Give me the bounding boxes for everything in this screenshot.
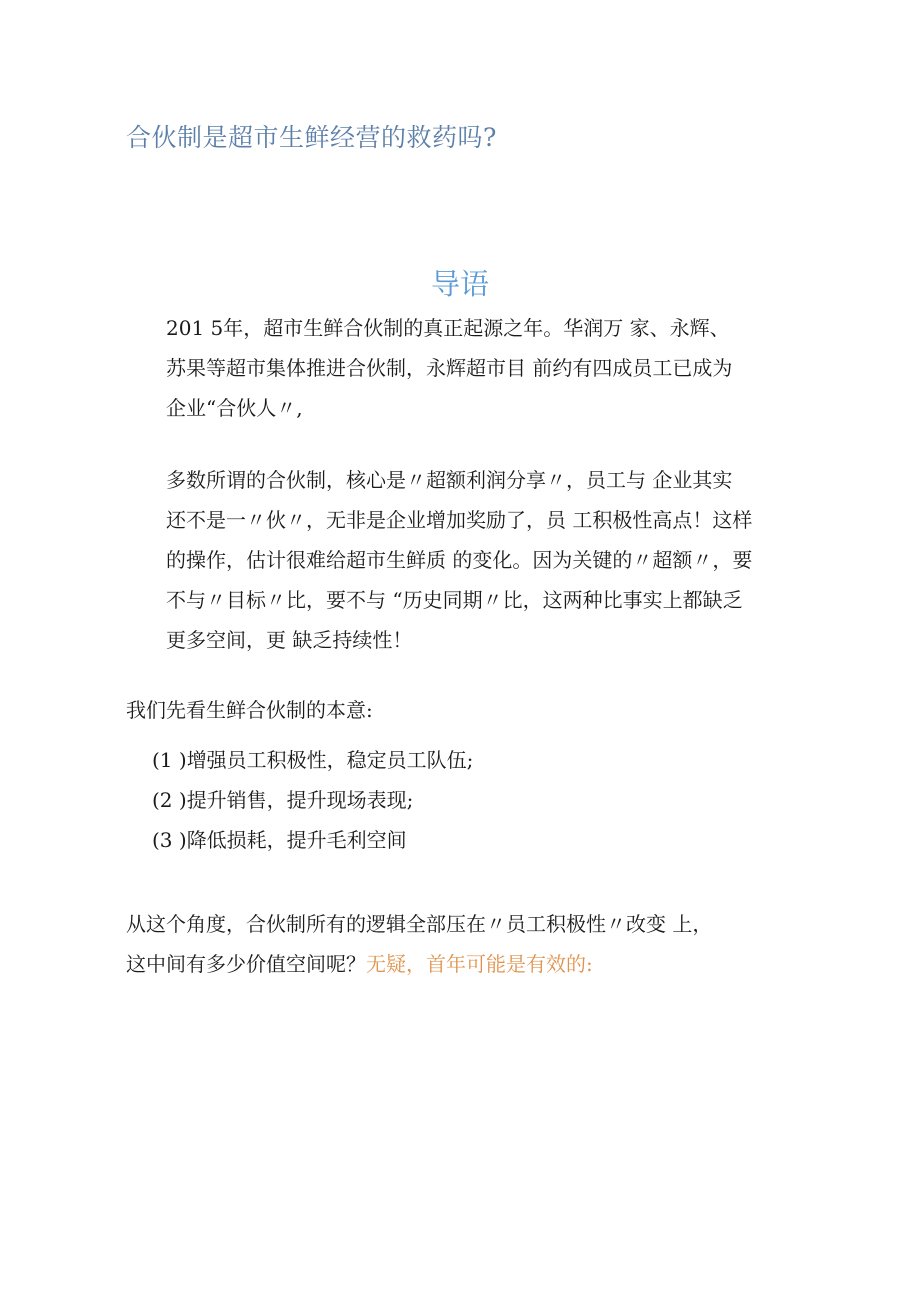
document-title: 合伙制是超市生鲜经营的救药吗? — [126, 123, 497, 152]
text-line: 的操作，估计很难给超市生鲜质 的变化。因为关键的〃超额〃，要 — [166, 548, 753, 572]
list-item: (1 )增强员工积极性，稳定员工队伍; — [152, 748, 474, 772]
text-line: 多数所谓的合伙制，核心是〃超额利润分享〃，员工与 企业其实 — [166, 468, 733, 492]
purpose-intro: 我们先看生鲜合伙制的本意: — [126, 698, 373, 722]
conclusion-line-2 — [126, 944, 593, 984]
list-item: (3 )降低损耗，提升毛利空间 — [152, 828, 407, 852]
text-line: 更多空间，更 缺乏持续性！ — [166, 628, 413, 652]
text-line: 还不是一〃伙〃，无非是企业增加奖励了，员 工积极性高点！这样 — [166, 508, 753, 532]
text-line: 企业“合伙人〃, — [166, 396, 303, 420]
text-line: 苏果等超市集体推进合伙制，永辉超市目 前约有四成员工已成为 — [166, 356, 733, 380]
conclusion-highlight: 无疑，首年可能是有效的: — [366, 952, 593, 976]
list-item: (2 )提升销售，提升现场表现; — [152, 788, 414, 812]
section-heading: 导语 — [430, 267, 489, 301]
intro-paragraph-2 — [166, 460, 806, 660]
text-line: 201 5年，超市生鲜合伙制的真正起源之年。华润万 家、永辉、 — [166, 316, 730, 340]
intro-paragraph-1 — [166, 308, 806, 428]
conclusion-text: 这中间有多少价值空间呢？ — [126, 952, 366, 976]
conclusion-line-1: 从这个角度，合伙制所有的逻辑全部压在〃员工积极性〃改变 上， — [126, 912, 713, 936]
purpose-list — [152, 740, 473, 860]
text-line: 不与〃目标〃比，要不与 “历史同期〃比，这两种比事实上都缺乏 — [166, 588, 743, 612]
